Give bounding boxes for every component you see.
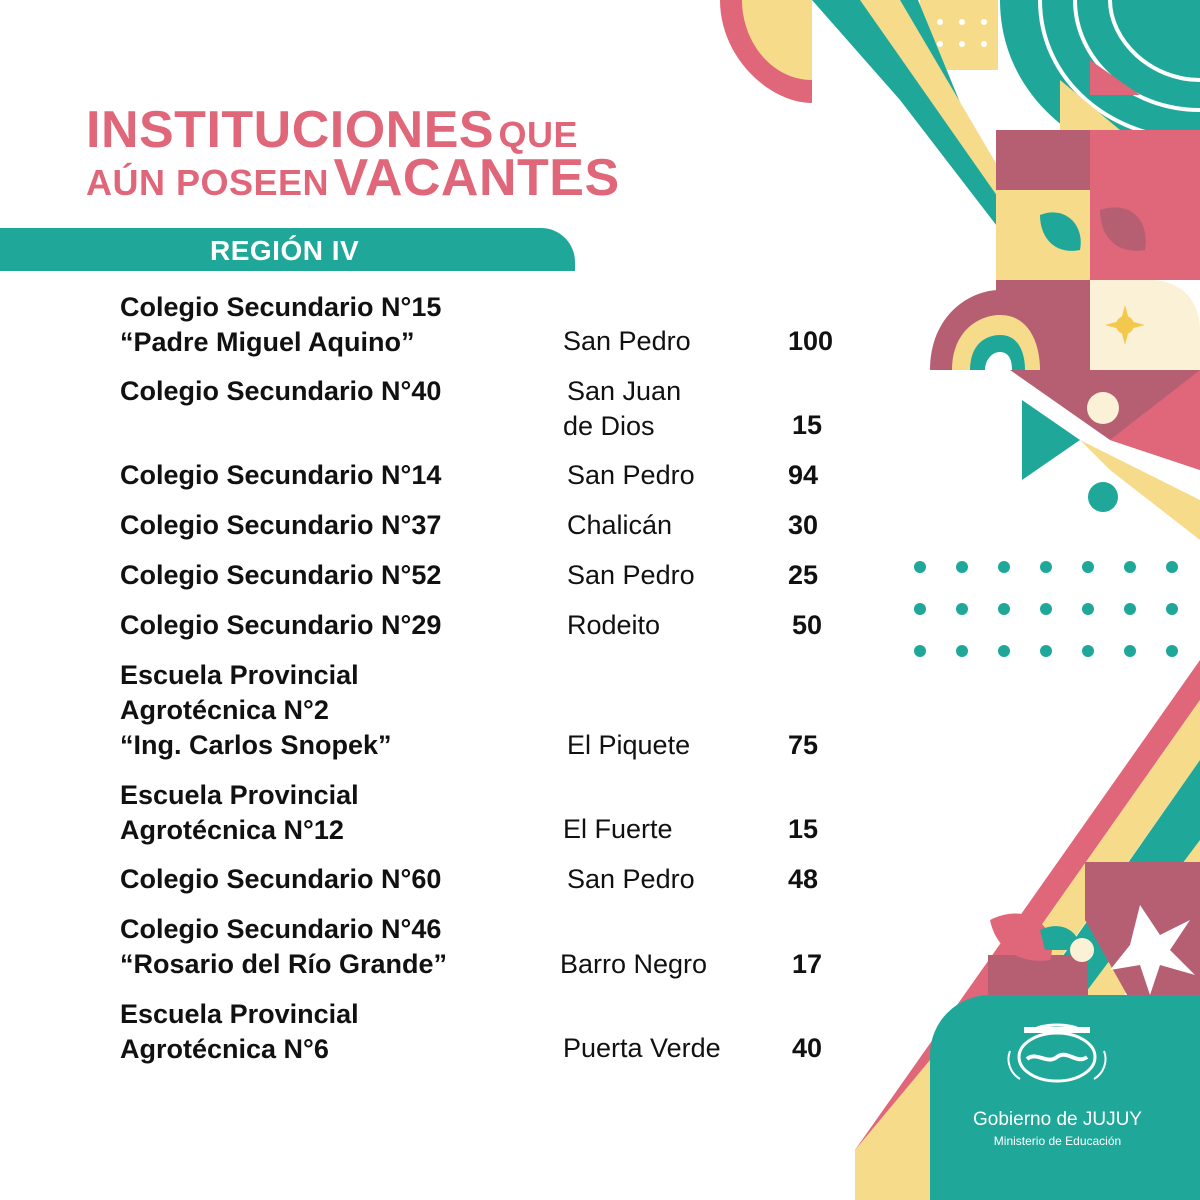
institution-name-line: Colegio Secundario N°52 <box>120 560 442 590</box>
vacancy-count: 15 <box>788 814 819 844</box>
vacancy-count: 25 <box>788 560 819 590</box>
vacancy-count: 94 <box>788 460 819 490</box>
institution-location: El Fuerte <box>563 814 673 844</box>
institution-name-line: Agrotécnica N°12 <box>120 815 344 845</box>
institution-name <box>120 290 441 360</box>
institution-name <box>120 458 441 493</box>
institution-name-line: “Padre Miguel Aquino” <box>120 327 415 357</box>
vacancy-count: 100 <box>788 326 834 356</box>
institution-name <box>120 558 441 593</box>
vacancy-count: 15 <box>792 410 823 440</box>
vacancy-count: 40 <box>792 1033 823 1063</box>
institution-name-line: Colegio Secundario N°14 <box>120 460 442 490</box>
institution-location: Chalicán <box>567 510 673 540</box>
institution-name <box>120 912 447 982</box>
region-banner <box>0 228 575 271</box>
institution-name-line: Colegio Secundario N°46 <box>120 914 442 944</box>
government-seal-icon <box>1002 1021 1112 1091</box>
institution-name <box>120 778 359 848</box>
institution-name-line: Colegio Secundario N°29 <box>120 610 442 640</box>
institution-name-line: Colegio Secundario N°15 <box>120 292 442 322</box>
institution-name-line: Colegio Secundario N°40 <box>120 376 442 406</box>
institution-location: Barro Negro <box>560 949 708 979</box>
institution-location: San Pedro <box>567 864 695 894</box>
institution-name-line: “Rosario del Río Grande” <box>120 949 448 979</box>
vacancy-count: 75 <box>788 730 819 760</box>
institution-location: San Pedro <box>563 326 691 356</box>
institution-location <box>563 374 681 444</box>
institution-name-line: Colegio Secundario N°37 <box>120 510 442 540</box>
logo-name: Gobierno de JUJUY <box>973 1109 1142 1130</box>
institution-name <box>120 374 441 409</box>
institution-location: San Pedro <box>567 460 695 490</box>
title-aun-poseen: AÚN POSEEN <box>86 162 330 203</box>
institution-location: El Piquete <box>567 730 691 760</box>
institution-name-line: “Ing. Carlos Snopek” <box>120 730 392 760</box>
location-line: de Dios <box>563 411 655 441</box>
institution-name-line: Colegio Secundario N°60 <box>120 864 442 894</box>
institution-location: Rodeito <box>567 610 661 640</box>
institution-name <box>120 508 441 543</box>
vacancy-count: 30 <box>788 510 819 540</box>
government-logo <box>930 995 1200 1200</box>
vacancy-count: 50 <box>792 610 823 640</box>
institution-name-line: Agrotécnica N°2 <box>120 695 329 725</box>
region-label: REGIÓN IV <box>210 235 360 266</box>
institution-name-line: Escuela Provincial <box>120 660 359 690</box>
institution-name <box>120 608 441 643</box>
institution-name-line: Escuela Provincial <box>120 999 359 1029</box>
institution-name <box>120 997 359 1067</box>
vacancy-count: 17 <box>792 949 823 979</box>
institution-name-line: Agrotécnica N°6 <box>120 1034 329 1064</box>
institution-name-line: Escuela Provincial <box>120 780 359 810</box>
title-que: QUE <box>498 114 579 155</box>
title-vacantes: VACANTES <box>333 149 620 207</box>
institution-name <box>120 862 441 897</box>
institution-location: San Pedro <box>567 560 695 590</box>
logo-subtitle: Ministerio de Educación <box>993 1134 1122 1148</box>
institution-location: Puerta Verde <box>563 1033 721 1063</box>
title-institutions: INSTITUCIONES <box>86 101 495 159</box>
institution-name <box>120 658 392 763</box>
vacancy-count: 48 <box>788 864 819 894</box>
page-title-line-2 <box>86 149 620 207</box>
location-line: San Juan <box>567 376 682 406</box>
